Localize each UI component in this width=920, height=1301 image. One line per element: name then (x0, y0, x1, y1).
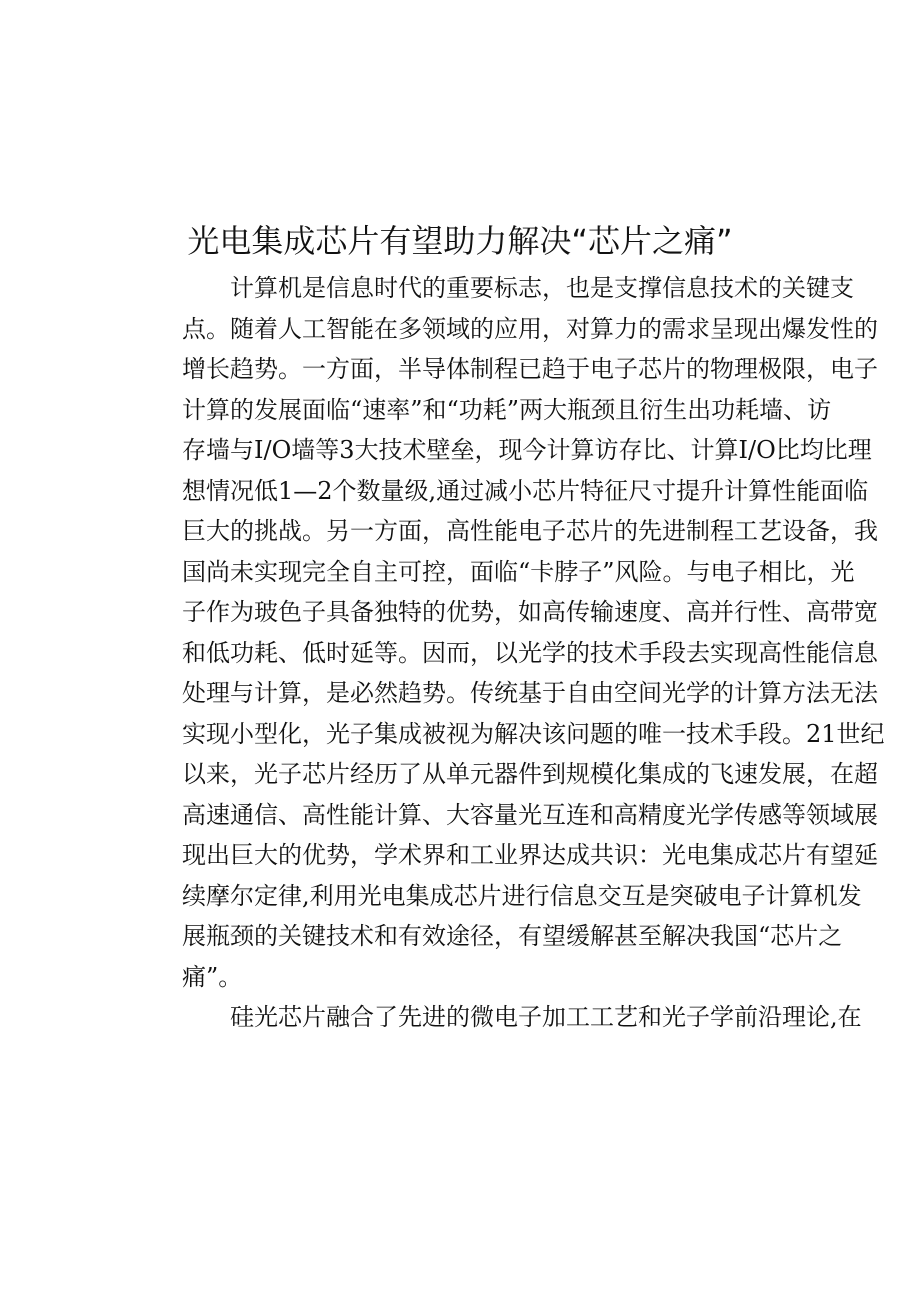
text-line: 点。随着人工智能在多领域的应用，对算力的需求呈现出爆发性的 (182, 314, 878, 343)
text-line: 以来，光子芯片经历了从单元器件到规模化集成的飞速发展，在超 (182, 760, 878, 788)
text-line: 处理与计算，是必然趋势。传统基于自由空间光学的计算方法无法 (182, 679, 878, 707)
text-line: 展瓶颈的关键技术和有效途径，有望缓解甚至解决我国“芯片之 (182, 922, 843, 950)
text-line: 硅光芯片融合了先进的微电子加工工艺和光子学前沿理论,在 (230, 1003, 862, 1031)
text-line: 高速通信、高性能计算、大容量光互连和高精度光学传感等领域展 (182, 800, 878, 829)
document-title: 光电集成芯片有望助力解决“芯片之痛” (187, 222, 733, 260)
paragraph-1 (134, 268, 885, 997)
text-line: 子作为玻色子具备独特的优势，如高传输速度、高并行性、高带宽 (182, 598, 878, 626)
text-line: 痛”。 (182, 962, 243, 991)
text-line: 现出巨大的优势，学术界和工业界达成共识：光电集成芯片有望延 (182, 841, 878, 869)
paragraph-2 (134, 997, 862, 1038)
text-line: 计算机是信息时代的重要标志，也是支撑信息技术的关键支 (230, 274, 854, 302)
text-line: 增长趋势。一方面，半导体制程已趋于电子芯片的物理极限，电子 (182, 355, 878, 383)
text-line: 计算的发展面临“速率”和“功耗”两大瓶颈且衍生出功耗墙、访 (182, 395, 832, 424)
text-line: 存墙与I/O墙等3大技术壁垒，现今计算访存比、计算I/O比均比理 (182, 436, 872, 464)
text-line: 实现小型化，光子集成被视为解决该问题的唯一技术手段。21世纪 (182, 719, 885, 748)
text-line: 国尚未实现完全自主可控，面临“卡脖子”风险。与电子相比，光 (182, 557, 855, 586)
document-body (134, 268, 885, 1038)
text-line: 续摩尔定律,利用光电集成芯片进行信息交互是突破电子计算机发 (182, 881, 862, 910)
text-line: 想情况低1—2个数量级,通过减小芯片特征尺寸提升计算性能面临 (182, 476, 869, 505)
text-line: 巨大的挑战。另一方面，高性能电子芯片的先进制程工艺设备，我 (182, 517, 878, 545)
text-line: 和低功耗、低时延等。因而，以光学的技术手段去实现高性能信息 (182, 638, 878, 667)
